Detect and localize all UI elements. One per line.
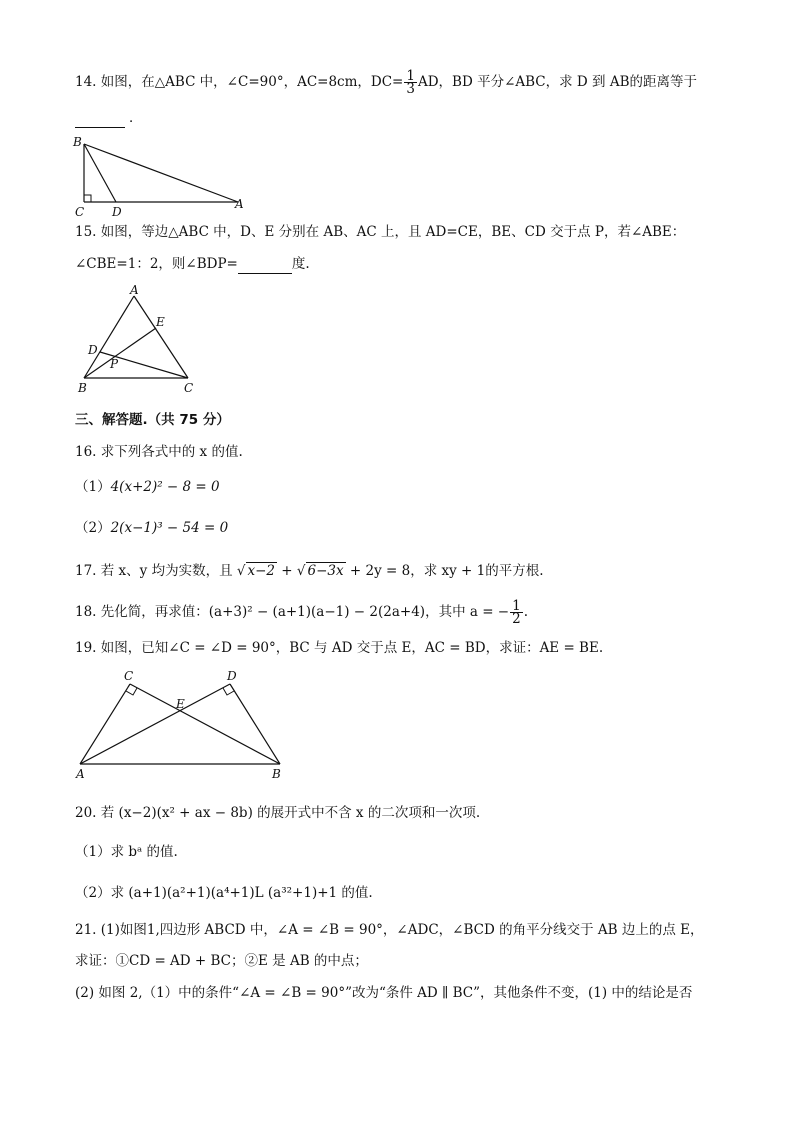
q14-fraction: $\frac{1}{3}$ (406, 68, 415, 97)
q21-line2: 求证：①CD = AD + BC；②E 是 AB 的中点； (75, 953, 368, 969)
q19-figure (70, 664, 300, 782)
fig-label-P: P (110, 357, 119, 371)
fig-label-A: A (130, 284, 139, 297)
q15-line2: ∠CBE=1：2，则∠BDP= 度. (75, 256, 310, 272)
q20-part2: （2）求 (a+1)(a²+1)(a⁴+1)L (a³²+1)+1 的值. (75, 885, 373, 901)
section-heading: 三、解答题.（共 75 分） (75, 412, 230, 428)
fig-label-C: C (184, 381, 194, 395)
fig-label-C: C (124, 669, 134, 683)
fig-label-B: B (73, 135, 82, 149)
q16-title: 16. 求下列各式中的 x 的值. (75, 444, 243, 460)
q14-text-b: AD，BD 平分∠ABC，求 D 到 AB的距离等于 (417, 74, 698, 90)
fig-label-C: C (75, 205, 85, 219)
q14-figure (70, 132, 260, 220)
q18-line: 18. 先化简，再求值：(a+3)² − (a+1)(a−1) − 2(2a+4)，其中 a = − $\frac{1}{2}$ . (75, 598, 529, 627)
q18-fraction: $\frac{1}{2}$ (512, 598, 521, 627)
fig-label-E: E (176, 697, 185, 711)
fig-label-B: B (78, 381, 87, 395)
answer-blank (238, 259, 292, 274)
answer-blank (75, 113, 125, 128)
fig-label-B: B (272, 767, 281, 781)
q20-part1: （1）求 bᵃ 的值. (75, 844, 178, 860)
q17-line: 17. 若 x、y 均为实数，且 √ x−2 + √ 6−3x + 2y = 8，求 xy + 1的平方根. (75, 563, 544, 579)
q16-part1: （1）4(x+2)² − 8 = 0 (75, 479, 220, 495)
q21-line3: (2) 如图 2,（1）中的条件“∠A = ∠B = 90°”改为“条件 AD ∥ BC”，其他条件不变，(1) 中的结论是否 (75, 985, 693, 1001)
fig-label-D: D (88, 343, 98, 357)
sqrt-sign: √ (236, 563, 246, 579)
q21-line1: 21. (1)如图1,四边形 ABCD 中，∠A = ∠B = 90°，∠ADC，∠BCD 的角平分线交于 AB 边上的点 E， (75, 922, 704, 938)
q14-line1 (75, 70, 697, 95)
q20-title: 20. 若 (x−2)(x² + ax − 8b) 的展开式中不含 x 的二次项和一次项. (75, 805, 481, 821)
sqrt-sign: √ (296, 563, 306, 579)
q14-text-a: 14. 如图，在△ABC 中，∠C=90°，AC=8cm，DC= (75, 74, 404, 90)
q19-line: 19. 如图，已知∠C = ∠D = 90°，BC 与 AD 交于点 E，AC = BD，求证：AE = BE. (75, 640, 604, 656)
q16-part2: （2）2(x−1)³ − 54 = 0 (75, 520, 229, 536)
q15-line1: 15. 如图，等边△ABC 中，D、E 分别在 AB、AC 上，且 AD=CE，BE、CD 交于点 P，若∠ABE： (75, 224, 686, 240)
fig-label-A: A (235, 197, 244, 211)
fig-label-E: E (156, 315, 165, 329)
fig-label-D: D (227, 669, 237, 683)
fig-label-D: D (112, 205, 122, 219)
fig-label-A: A (76, 767, 85, 781)
q15-figure (72, 284, 202, 396)
q14-line2: ． (75, 108, 143, 128)
